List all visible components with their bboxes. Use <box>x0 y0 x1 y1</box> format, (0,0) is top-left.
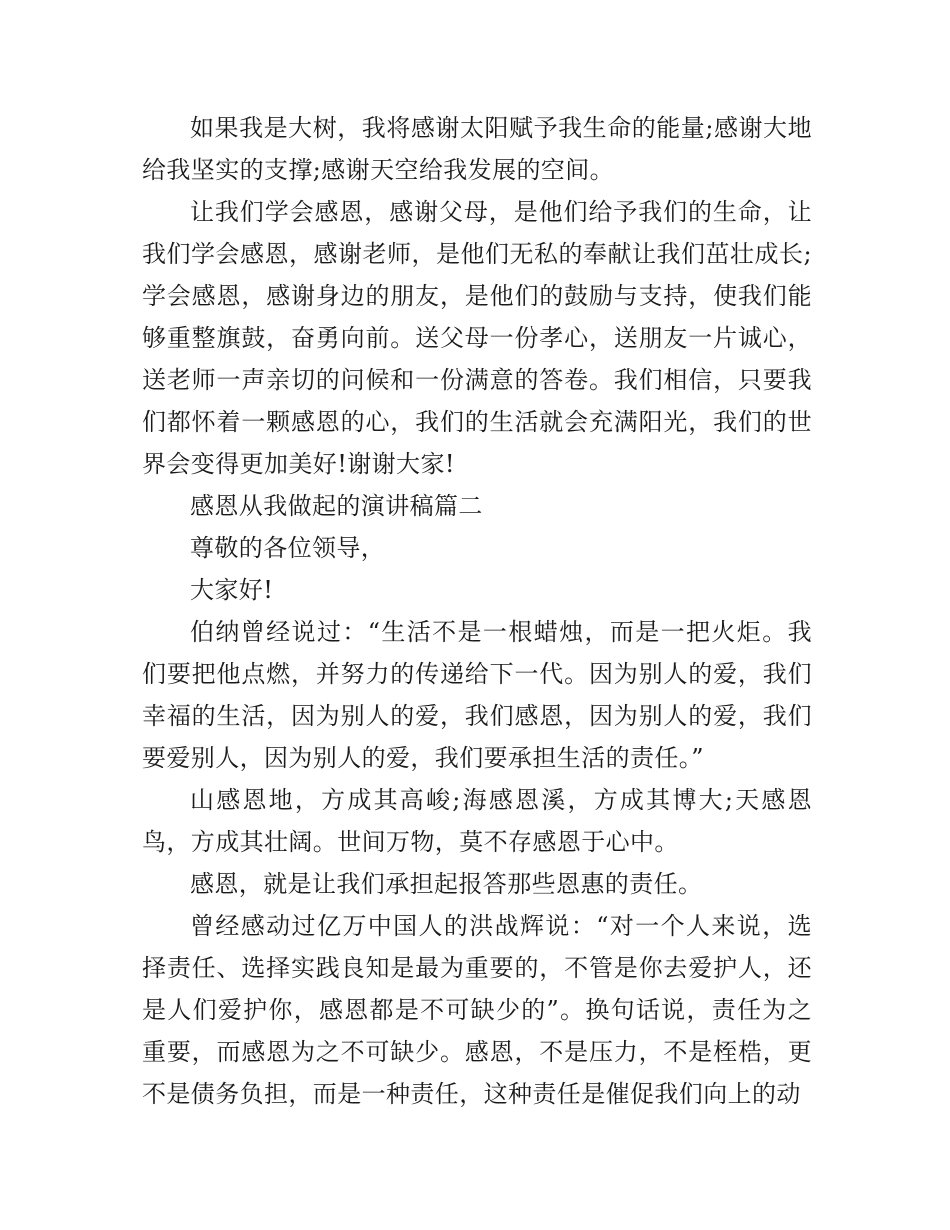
salutation: 尊敬的各位领导， <box>190 534 386 562</box>
paragraph-4: 山感恩地，方成其高峻;海感恩溪，方成其博大;天感恩鸟，方成其壮阔。世间万物，莫不存感恩于心中。 <box>142 786 812 856</box>
paragraph-1: 如果我是大树，我将感谢太阳赋予我生命的能量;感谢大地给我坚实的支撑;感谢天空给我发展的空间。 <box>142 114 812 184</box>
paragraph-2: 让我们学会感恩，感谢父母，是他们给予我们的生命，让我们学会感恩，感谢老师，是他们无私的奉献让我们茁壮成长;学会感恩，感谢身边的朋友，是他们的鼓励与支持，使我们能够重整旗鼓，奋勇向前。送父母一份孝心，送朋友一片诚心，送老师一声亲切的问候和一份满意的答卷。我们相信，只要我们都怀着一颗感恩的心，我们的生活就会充满阳光，我们的世界会变得更加美好!谢谢大家! <box>142 198 812 478</box>
paragraph-3: 伯纳曾经说过：“生活不是一根蜡烛，而是一把火炬。我们要把他点燃，并努力的传递给下一代。因为别人的爱，我们幸福的生活，因为别人的爱，我们感恩，因为别人的爱，我们要爱别人，因为别人的爱，我们要承担生活的责任。” <box>142 618 812 772</box>
section-heading: 感恩从我做起的演讲稿篇二 <box>190 492 483 520</box>
paragraph-5: 感恩，就是让我们承担起报答那些恩惠的责任。 <box>190 870 703 898</box>
document-body <box>142 107 812 1115</box>
greeting: 大家好! <box>190 576 274 604</box>
paragraph-6: 曾经感动过亿万中国人的洪战辉说：“对一个人来说，选择责任、选择实践良知是最为重要的，不管是你去爱护人，还是人们爱护你，感恩都是不可缺少的”。换句话说，责任为之重要，而感恩为之不可缺少。感恩，不是压力，不是桎梏，更不是债务负担，而是一种责任，这种责任是催促我们向上的动 <box>142 912 812 1108</box>
